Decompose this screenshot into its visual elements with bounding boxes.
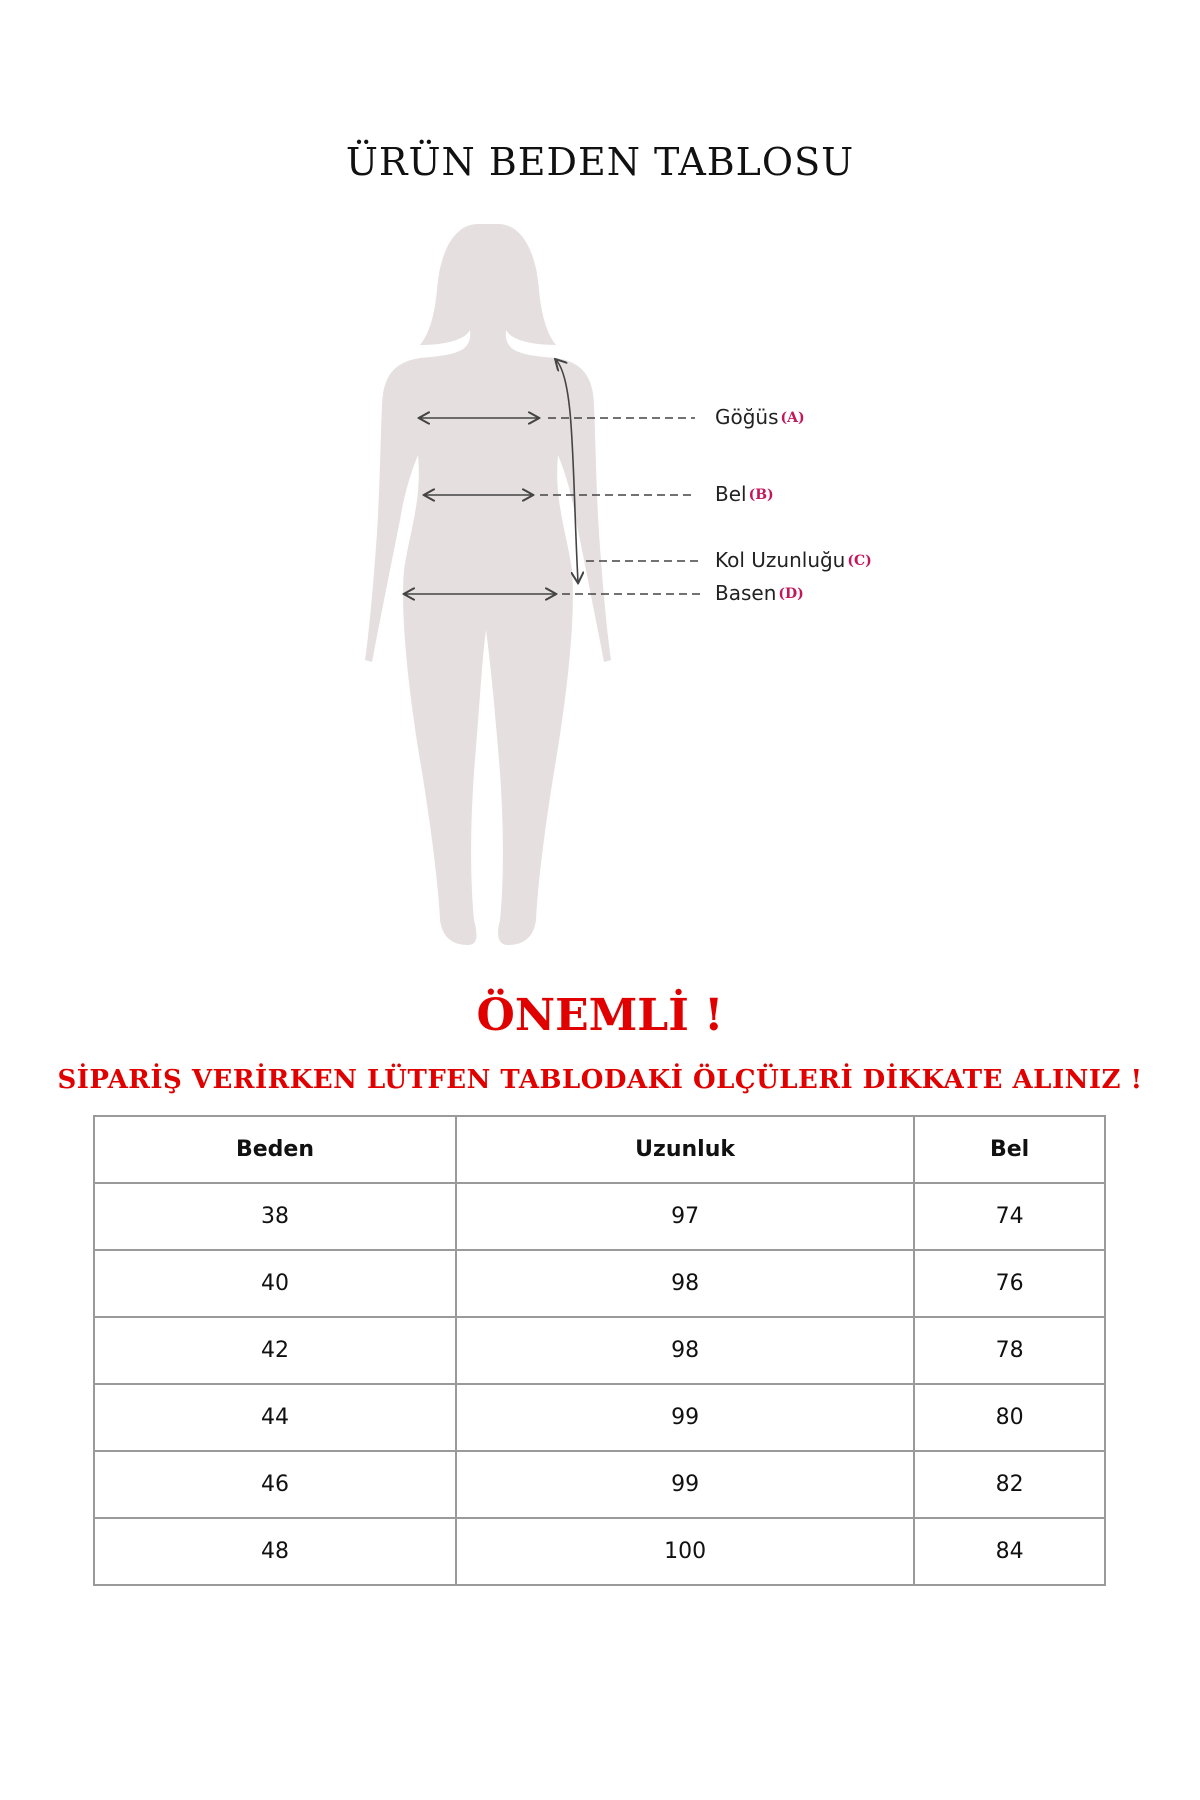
important-heading: ÖNEMLİ ! [476,990,724,1041]
hip-label-letter: (D) [778,586,804,602]
table-header-row [94,1116,1105,1183]
length-cell: 99 [456,1451,914,1518]
table-row [94,1451,1105,1518]
length-cell: 97 [456,1183,914,1250]
waist-cell: 82 [914,1451,1105,1518]
waist-cell: 84 [914,1518,1105,1585]
sleeve-length-label [715,548,872,572]
waist-label [715,482,774,506]
order-warning-text: SİPARİŞ VERİRKEN LÜTFEN TABLODAKİ ÖLÇÜLERİ DİKKATE ALINIZ ! [57,1065,1143,1095]
table-row [94,1384,1105,1451]
chest-label-name: Göğüs [715,405,779,429]
table-row [94,1183,1105,1250]
size-cell: 42 [94,1317,456,1384]
sleeve-length-label-letter: (C) [847,553,872,569]
waist-label-letter: (B) [748,487,774,503]
length-cell: 99 [456,1384,914,1451]
length-cell: 98 [456,1250,914,1317]
table-row [94,1518,1105,1585]
size-cell: 48 [94,1518,456,1585]
waist-cell: 76 [914,1250,1105,1317]
size-cell: 46 [94,1451,456,1518]
hip-label-name: Basen [715,581,777,605]
column-header-size: Beden [94,1116,456,1183]
length-cell: 100 [456,1518,914,1585]
column-header-length: Uzunluk [456,1116,914,1183]
page-title: ÜRÜN BEDEN TABLOSU [345,140,855,184]
chest-label [715,405,805,429]
size-cell: 38 [94,1183,456,1250]
column-header-waist: Bel [914,1116,1105,1183]
waist-label-name: Bel [715,482,747,506]
waist-cell: 80 [914,1384,1105,1451]
table-row [94,1250,1105,1317]
woman-silhouette [365,224,611,945]
table-row [94,1317,1105,1384]
sleeve-length-label-name: Kol Uzunluğu [715,548,846,572]
size-cell: 44 [94,1384,456,1451]
waist-cell: 74 [914,1183,1105,1250]
size-cell: 40 [94,1250,456,1317]
size-table [93,1115,1106,1586]
length-cell: 98 [456,1317,914,1384]
hip-label [715,581,804,605]
chest-label-letter: (A) [780,410,805,426]
waist-cell: 78 [914,1317,1105,1384]
